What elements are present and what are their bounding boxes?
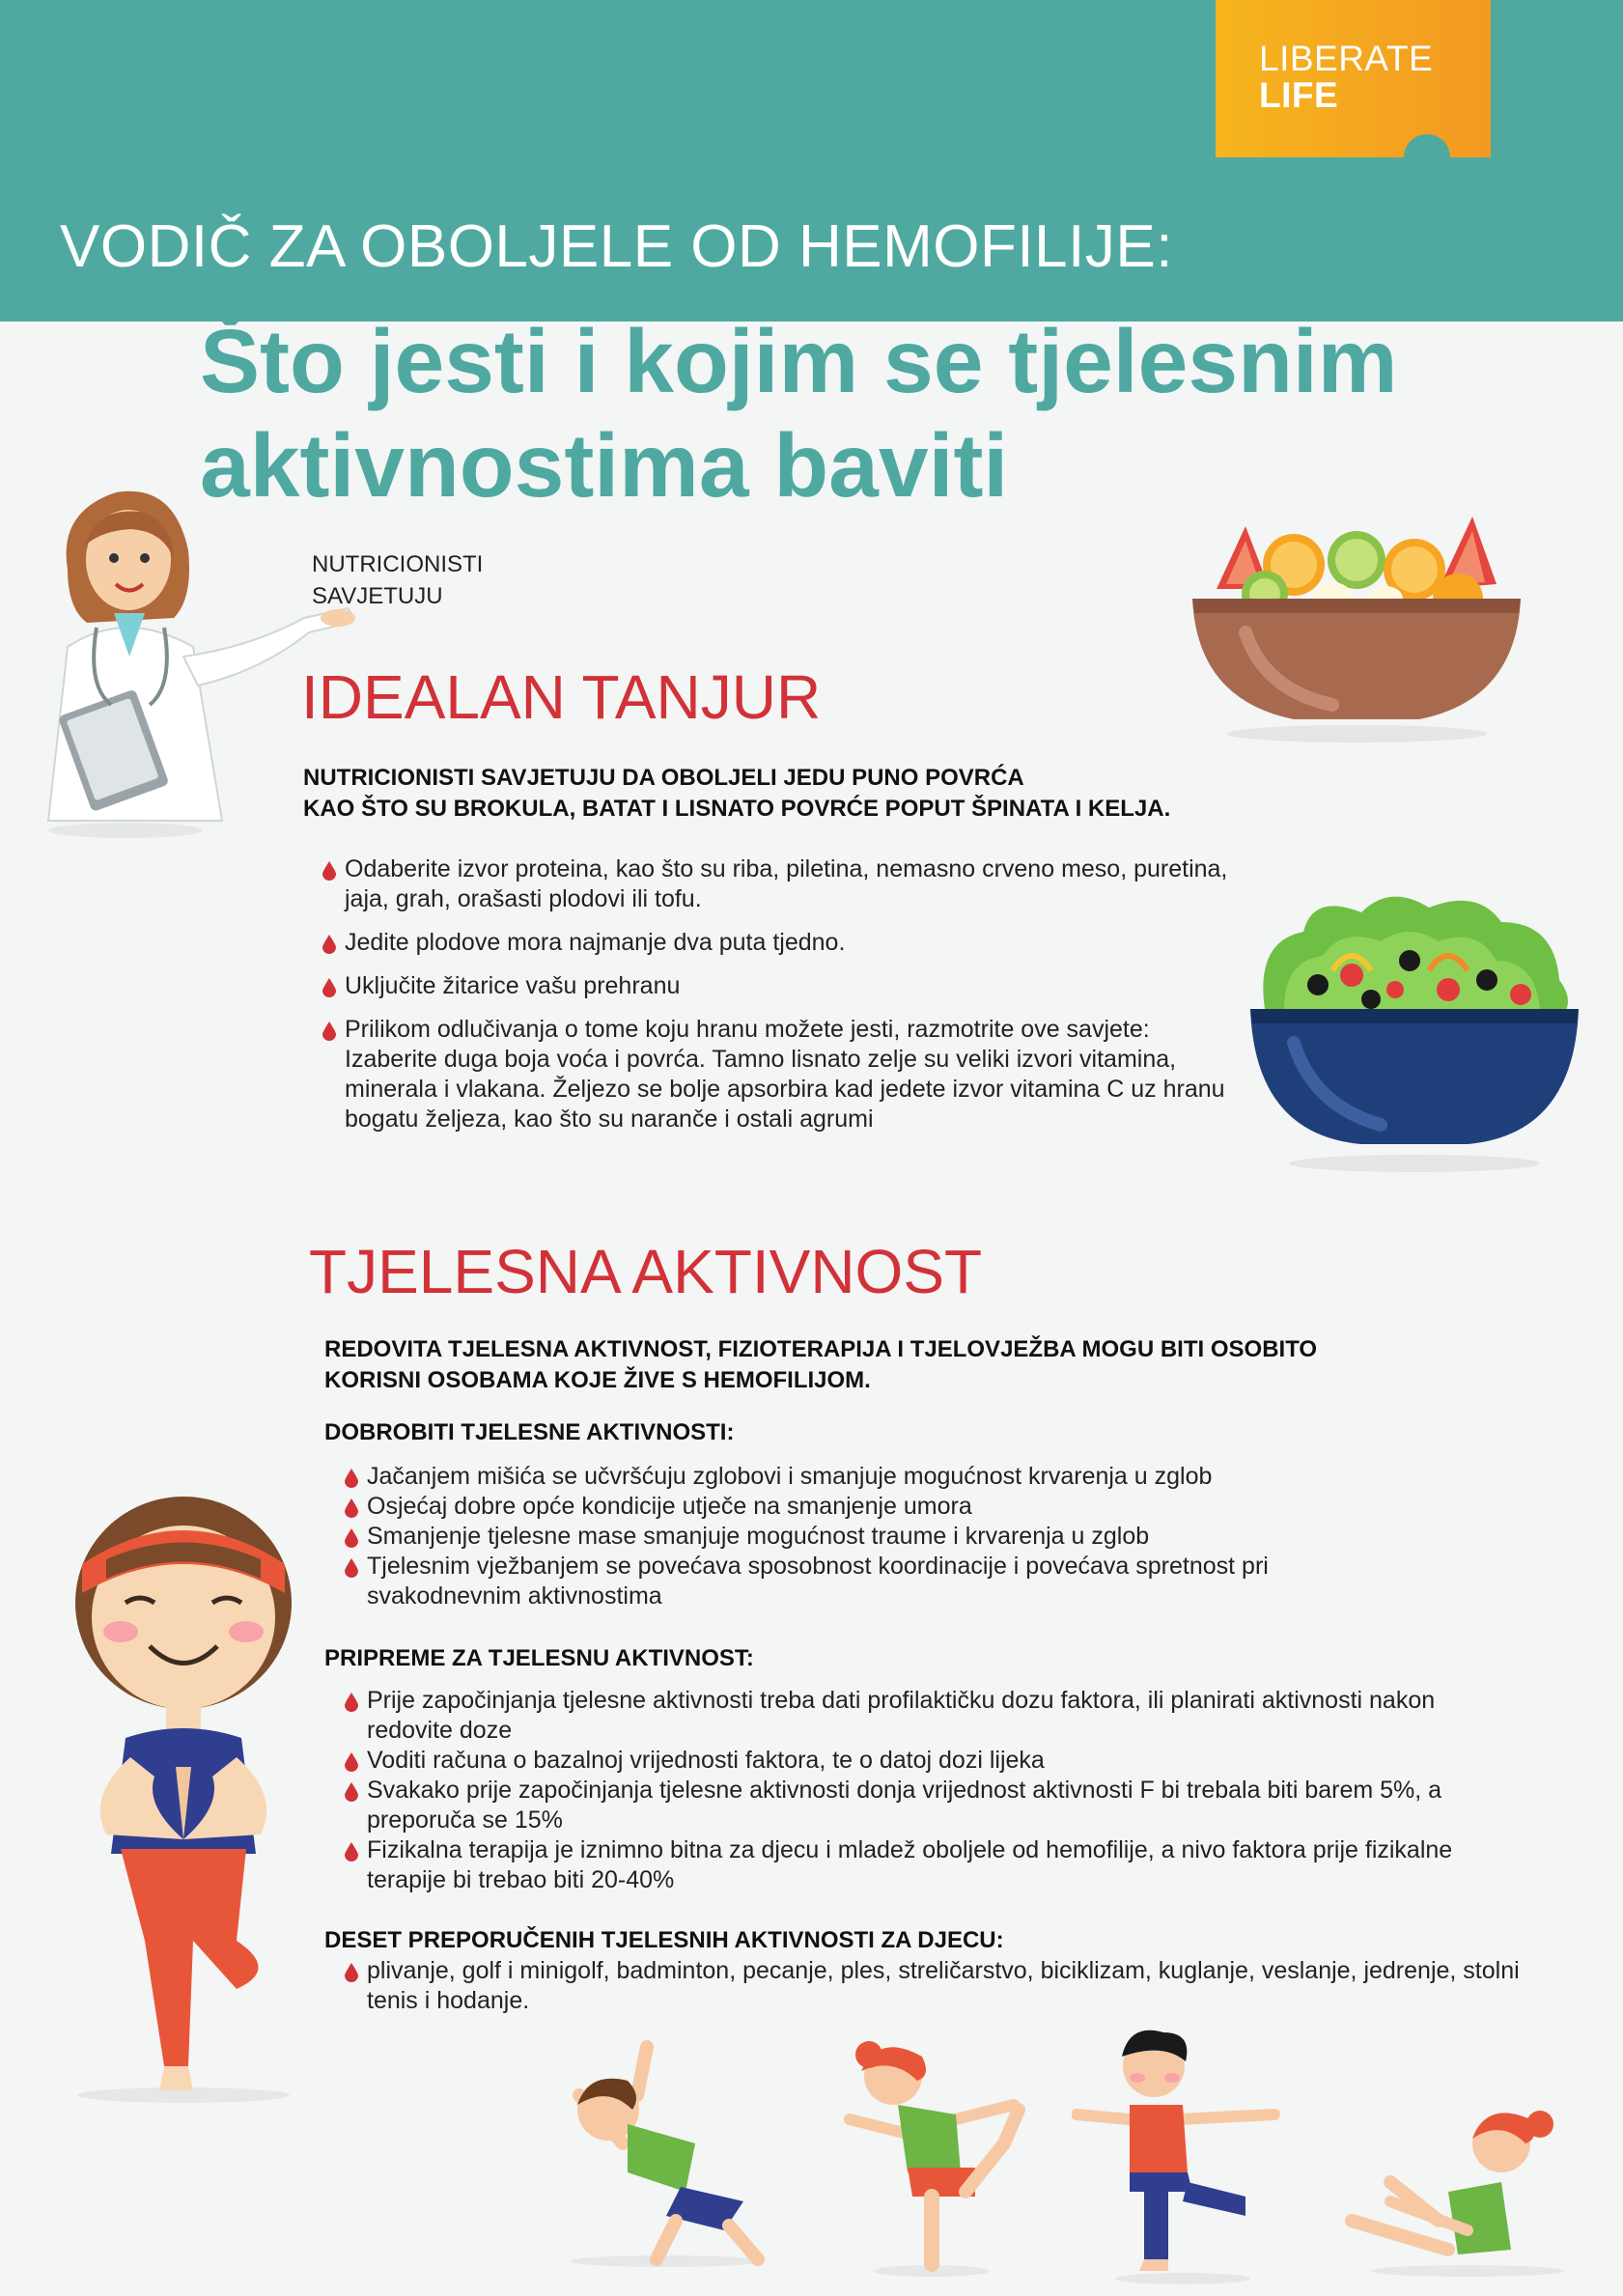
list-item	[322, 928, 1229, 958]
girl-balancing-illustration	[840, 2028, 1033, 2279]
plate-intro-line-2: KAO ŠTO SU BROKULA, BATAT I LISNATO POVRĆE POPUT ŠPINATA I KELJA.	[303, 796, 1171, 822]
benefits-heading: DOBROBITI TJELESNE AKTIVNOSTI:	[324, 1419, 735, 1445]
list-item	[344, 1835, 1454, 1895]
activity-intro-line-2: KORISNI OSOBAMA KOJE ŽIVE S HEMOFILIJOM.	[324, 1367, 871, 1393]
recommended-activities-heading: DESET PREPORUČENIH TJELESNIH AKTIVNOSTI ZA DJECU:	[324, 1927, 1004, 1953]
label-line-1: NUTRICIONISTI	[312, 551, 484, 577]
blood-drop-icon	[345, 1842, 358, 1862]
kid-stretching-illustration	[550, 2037, 782, 2269]
benefits-list	[344, 1462, 1357, 1611]
preparation-heading: PRIPREME ZA TJELESNU AKTIVNOST:	[324, 1645, 754, 1671]
list-item-text: Smanjenje tjelesne mase smanjuje mogućnost traume i krvarenja u zglob	[367, 1523, 1150, 1550]
logo-notch	[1404, 134, 1450, 181]
plate-bullet-list	[322, 854, 1229, 1134]
blood-drop-icon	[322, 935, 336, 954]
list-item-text: Voditi računa o bazalnoj vrijednosti faktora, te o datoj dozi lijeka	[367, 1747, 1045, 1774]
list-item-text: Jačanjem mišića se učvršćuju zglobovi i smanjuje mogućnost krvarenja u zglob	[367, 1463, 1213, 1490]
page-subtitle: VODIČ ZA OBOLJELE OD HEMOFILIJE:	[60, 213, 1173, 280]
blood-drop-icon	[345, 1782, 358, 1802]
boy-balancing-illustration	[1072, 2018, 1294, 2288]
list-item-text: Jedite plodove mora najmanje dva puta tjedno.	[345, 929, 846, 956]
blood-drop-icon	[345, 1963, 358, 1982]
blood-drop-icon	[345, 1528, 358, 1548]
nutritionists-advise-label	[312, 548, 534, 612]
logo-line-1: LIBERATE	[1259, 39, 1434, 78]
activity-intro-line-1: REDOVITA TJELESNA AKTIVNOST, FIZIOTERAPIJA I TJELOVJEŽBA MOGU BITI OSOBITO	[324, 1336, 1318, 1362]
list-item-text: Uključite žitarice vašu prehranu	[345, 972, 681, 999]
list-item-text: Tjelesnim vježbanjem se povećava sposobnost koordinacije i povećava spretnost pri svakodnevnim aktivnostima	[367, 1553, 1269, 1610]
activity-intro	[324, 1334, 1386, 1396]
blood-drop-icon	[345, 1469, 358, 1488]
list-item	[344, 1686, 1454, 1746]
blood-drop-icon	[345, 1752, 358, 1772]
blood-drop-icon	[345, 1693, 358, 1712]
list-item	[344, 1492, 1357, 1522]
list-item	[322, 971, 1229, 1001]
list-item-text: Svakako prije započinjanja tjelesne aktivnosti donja vrijednost aktivnosti F bi trebala biti barem 5%, a preporuča se 15%	[367, 1777, 1442, 1834]
blood-drop-icon	[322, 1022, 336, 1041]
recommended-activities-list	[344, 1956, 1551, 2016]
salad-bowl-illustration	[1245, 883, 1583, 1173]
list-item-text: Prije započinjanja tjelesne aktivnosti treba dati profilaktičku dozu faktora, ili planirati aktivnosti nakon redovite doze	[367, 1687, 1436, 1744]
list-item	[344, 1746, 1454, 1776]
list-item-text: plivanje, golf i minigolf, badminton, pecanje, ples, streličarstvo, biciklizam, kuglanje, veslanje, jedrenje, stolni tenis i hodanje.	[367, 1957, 1520, 2014]
label-line-2: SAVJETUJU	[312, 583, 443, 609]
yoga-girl-illustration	[39, 1487, 319, 2105]
fruit-bowl-illustration	[1188, 507, 1525, 743]
list-item	[344, 1552, 1309, 1611]
list-item-text: Odaberite izvor proteina, kao što su riba, piletina, nemasno crveno meso, puretina, jaja, grah, orašasti plodovi ili tofu.	[345, 855, 1228, 912]
list-item	[322, 1015, 1229, 1134]
plate-section-title: IDEALAN TANJUR	[301, 662, 822, 732]
logo-line-2: LIFE	[1259, 75, 1339, 115]
blood-drop-icon	[322, 861, 336, 881]
list-item	[344, 1956, 1551, 2016]
plate-intro	[303, 763, 1269, 825]
preparation-list	[344, 1686, 1454, 1895]
page-title: Što jesti i kojim se tjelesnim aktivnostima baviti	[200, 311, 1398, 516]
list-item-text: Osjećaj dobre opće kondicije utječe na smanjenje umora	[367, 1493, 972, 1520]
list-item-text: Prilikom odlučivanja o tome koju hranu možete jesti, razmotrite ove savjete: Izaberite duga boja voća i povrća. Tamno lisnato zelje su veliki izvori vitamina, minerala i vlakana. Željezo se bolje apsorbira kad jedete izvor vitamina C uz hranu bogatu željeza, kao što su naranče i ostali agrumi	[345, 1016, 1225, 1133]
activity-section-title: TJELESNA AKTIVNOST	[309, 1237, 983, 1306]
blood-drop-icon	[322, 978, 336, 997]
list-item-text: Fizikalna terapija je iznimno bitna za djecu i mladež oboljele od hemofilije, a nivo faktora prije fizikalne terapije bi trebao biti 20-40%	[367, 1836, 1453, 1893]
list-item	[322, 854, 1229, 914]
list-item	[344, 1776, 1454, 1835]
girl-sitting-illustration	[1332, 2095, 1583, 2279]
plate-intro-line-1: NUTRICIONISTI SAVJETUJU DA OBOLJELI JEDU PUNO POVRĆA	[303, 765, 1024, 791]
liberate-life-logo[interactable]	[1216, 0, 1491, 157]
list-item	[344, 1462, 1357, 1492]
blood-drop-icon	[345, 1558, 358, 1578]
list-item	[344, 1522, 1357, 1552]
blood-drop-icon	[345, 1498, 358, 1518]
